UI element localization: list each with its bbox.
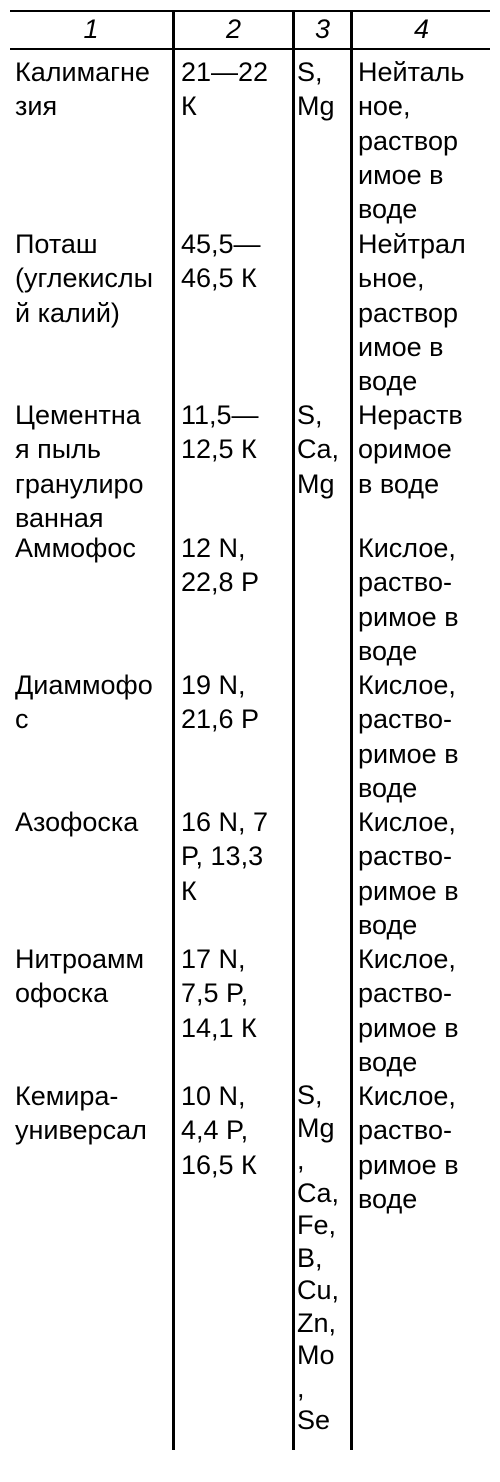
table-row-2-elements: S, Ca, Mg xyxy=(297,400,340,499)
table-row-6-name: Нитроамм офоска xyxy=(15,944,145,1009)
column-header-3: 3 xyxy=(314,14,331,44)
table-row-0-content: 21—22 К xyxy=(181,57,269,122)
table-row-5-property: Кислое, раство- римое в воде xyxy=(358,807,459,940)
column-divider-1 xyxy=(172,10,175,1450)
table-row-2-content: 11,5— 12,5 К xyxy=(181,400,259,465)
table-row-0-elements: S, Mg xyxy=(297,57,335,122)
table-row-2-property: Нераств оримое в воде xyxy=(358,400,463,499)
table-row-0-name: Калимагне зия xyxy=(15,57,150,122)
table-top-rule xyxy=(10,10,490,12)
table-row-7-content: 10 N, 4,4 P, 16,5 К xyxy=(181,1081,257,1180)
column-divider-2 xyxy=(292,10,295,1450)
column-header-4: 4 xyxy=(413,14,430,44)
table-row-5-name: Азофоска xyxy=(15,807,139,837)
table-row-7-elements: S, Mg , Ca, Fe, B, Cu, Zn, Mo , Se xyxy=(297,1080,340,1435)
table-row-7-name: Кемира- универсал xyxy=(15,1081,147,1146)
column-header-1: 1 xyxy=(83,14,99,44)
table-row-2-name: Цементна я пыль гранулиро ванная xyxy=(15,400,144,533)
table-row-4-property: Кислое, раство- римое в воде xyxy=(358,670,459,803)
table-row-3-name: Аммофос xyxy=(15,533,136,563)
table-row-6-content: 17 N, 7,5 P, 14,1 К xyxy=(181,944,257,1043)
table-header-rule xyxy=(10,48,490,50)
table-row-1-property: Нейтрал ьное, раствор имое в воде xyxy=(358,229,466,397)
column-header-2: 2 xyxy=(225,14,242,44)
table-row-5-content: 16 N, 7 P, 13,3 К xyxy=(181,807,269,906)
table-row-3-property: Кислое, раство- римое в воде xyxy=(358,533,459,666)
table-row-0-property: Нейталь ное, раствор имое в воде xyxy=(358,57,465,225)
table-row-7-property: Кислое, раство- римое в воде xyxy=(358,1081,459,1214)
table-row-1-content: 45,5— 46,5 К xyxy=(181,229,261,294)
table-row-4-content: 19 N, 21,6 P xyxy=(181,670,260,735)
table-row-6-property: Кислое, раство- римое в воде xyxy=(358,944,459,1077)
column-divider-3 xyxy=(350,10,353,1450)
table-row-1-name: Поташ (углекислы й калий) xyxy=(15,229,154,328)
table-row-4-name: Диаммофо с xyxy=(15,670,153,735)
table-row-3-content: 12 N, 22,8 P xyxy=(181,533,260,598)
